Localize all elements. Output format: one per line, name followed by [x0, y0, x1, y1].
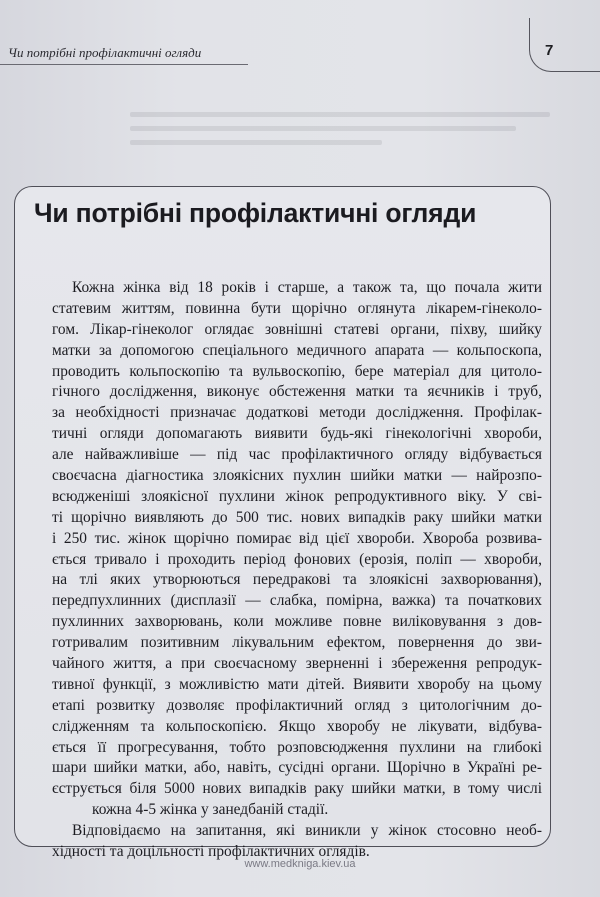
- body-text: [52, 278, 542, 863]
- text-line: ється тривало і проходить період фонових (ерозія, поліп — хвороби,: [52, 550, 542, 568]
- text-line: ті щорічно виявляють до 500 тис. нових випадків раку шийки матки: [52, 508, 542, 526]
- text-line: кожна 4-5 жінка у занедбаній стадії.: [92, 801, 329, 819]
- text-line: всюдженіші злоякісної пухлини жінок репродуктивного віку. У сві-: [52, 487, 542, 505]
- text-line: хідності та доцільності профілактичних оглядів.: [52, 843, 370, 861]
- paragraph-1: [52, 278, 542, 821]
- publisher-url: www.medkniga.kiev.ua: [244, 858, 356, 870]
- text-line: тивної функції, з можливістю мати дітей. Виявити хворобу на цьому: [52, 675, 542, 693]
- text-line: шари шийки матки, або, навіть, сусідні органи. Щорічно в Україні ре-: [52, 759, 542, 777]
- text-line: за необхідності призначає додаткові методи дослідження. Профілак-: [52, 404, 542, 422]
- text-line: тичні огляди допомагають виявити будь-які гінекологічні хвороби,: [52, 425, 542, 443]
- text-line: чайного життя, а при своєчасному зверненні і збереження репродук-: [52, 655, 542, 673]
- text-line: Відповідаємо на запитання, які виникли у жінок стосовно необ-: [72, 822, 542, 840]
- page-number: 7: [545, 42, 554, 59]
- show-through-text: [130, 112, 550, 152]
- text-line: слідженням та кольпоскопією. Якщо хворобу не лікувати, відбува-: [52, 717, 542, 735]
- text-line: готривалим позитивним лікувальним ефектом, повернення до зви-: [52, 634, 542, 652]
- text-line: на тлі яких утворюються передракові та злоякісні захворювання),: [52, 571, 542, 589]
- text-line: ється її прогресування, тобто розповсюдження пухлини на глибокі: [52, 738, 542, 756]
- text-line: єструється біля 5000 нових випадків раку шийки матки, в тому числі: [52, 780, 542, 798]
- paragraph-2: [52, 821, 542, 863]
- text-line: статевим життям, повинна бути щорічно оглянута лікарем-гінеколо-: [52, 299, 542, 317]
- page-number-tab: [529, 18, 600, 72]
- text-line: проводить кольпоскопію та вульвоскопію, бере матеріал для цитоло-: [52, 362, 542, 380]
- text-line: Кожна жінка від 18 років і старше, а також та, що почала жити: [72, 279, 542, 296]
- text-line: але найважливіше — під час профілактичного огляду відбувається: [52, 446, 542, 464]
- text-line: передпухлинних (дисплазії — слабка, помірна, важка) та початкових: [52, 592, 542, 610]
- text-line: своєчасна діагностика злоякісних пухлин шийки матки — найрозпо-: [52, 467, 542, 485]
- text-line: матки за допомогою спеціального медичного апарата — кольпоскопа,: [52, 341, 542, 359]
- running-title: Чи потрібні профілактичні огляди: [8, 45, 202, 60]
- text-line: гом. Лікар-гінеколог оглядає зовнішні статеві органи, піхву, шийку: [52, 320, 542, 338]
- text-line: і 250 тис. жінок щорічно помирає від цієї хвороби. Хвороба розвива-: [52, 529, 542, 547]
- text-line: етапі розвитку дозволяє профілактичний огляд з цитологічним до-: [52, 696, 542, 714]
- running-header: [0, 44, 248, 65]
- text-line: пухлинних захворювань, коли можливе повне виліковування з дов-: [52, 613, 542, 631]
- section-title: Чи потрібні профілактичні огляди: [34, 198, 477, 228]
- text-line: гічного дослідження, виконує обстеження матки та яєчників і труб,: [52, 383, 542, 401]
